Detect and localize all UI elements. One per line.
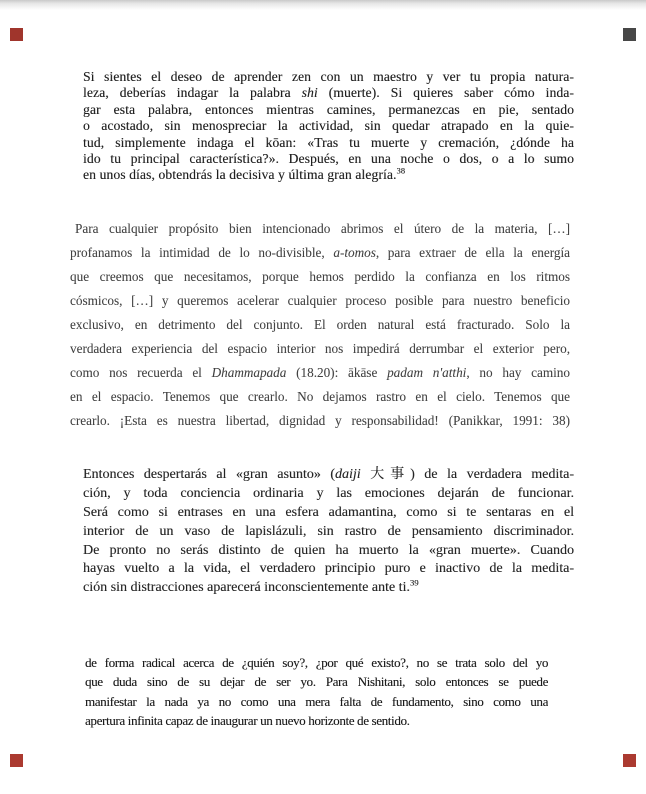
text-line: interior de un vaso de lapislázuli, sin rastro de pensamiento discriminador.	[83, 523, 574, 539]
text-line: manifestar la nada ya no como una mera falta de fundamento, sino como una	[85, 693, 548, 709]
paragraph-panikkar-quote	[70, 217, 570, 433]
paragraph-zen-quote	[83, 69, 574, 184]
text-line: o acostado, sin menospreciar la actividad, sin quedar atrapado en la quie-	[83, 118, 574, 134]
text-line: que duda sino de su dejar de ser yo. Para Nishitani, solo entonces se puede	[85, 674, 548, 690]
text-line: profanamos la intimidad de lo no-divisible, a-tomos, para extraer de ella la energía	[70, 245, 570, 260]
text-line: Entonces despertarás al «gran asunto» (daiji 大事) de la verdadera medita-	[83, 467, 574, 482]
text-line: hayas vuelto a la vida, el verdadero principio puro e inactivo de la medita-	[83, 561, 574, 577]
text-line: crearlo. ¡Esta es nuestra libertad, dignidad y responsabilidad! (Panikkar, 1991: 38)	[70, 413, 570, 428]
text-line: gar esta palabra, entonces mientras camines, permanezcas en pie, sentado	[83, 101, 574, 117]
text-line: como nos recuerda el Dhammapada (18.20): ākāse padam n'atthi, no hay camino	[70, 365, 570, 380]
footnote-reference: 39	[409, 579, 419, 588]
text-line: de forma radical acerca de ¿quién soy?, ¿por qué existo?, no se trata solo del yo	[85, 655, 548, 670]
text-line: tud, simplemente indaga el kōan: «Tras tu muerte y cremación, ¿dónde ha	[83, 134, 574, 150]
text-line: ción sin distracciones aparecerá inconscientemente ante ti.$^{39}$	[83, 579, 419, 596]
text-line: cósmicos, […] y queremos acelerar cualquier proceso posible para nuestro beneficio	[70, 293, 570, 308]
text-line: en el espacio. Tenemos que crearlo. No dejamos rastro en el cielo. Tenemos que	[70, 389, 570, 404]
text-line: Si sientes el deseo de aprender zen con un maestro y ver tu propia natura-	[83, 69, 574, 84]
text-line: en unos días, obtendrás la decisiva y última gran alegría.$^{38}$	[83, 167, 406, 183]
corner-marker-top-left	[10, 28, 23, 41]
text-line: exclusivo, en detrimento del conjunto. El orden natural está fracturado. Solo la	[70, 317, 570, 332]
corner-marker-top-right	[623, 28, 636, 41]
corner-marker-bottom-right	[623, 754, 636, 767]
text-line: De pronto no serás distinto de quien ha muerto la «gran muerte». Cuando	[83, 542, 574, 558]
text-line: Para cualquier propósito bien intencionado abrimos el útero de la materia, […]	[75, 221, 570, 236]
paragraph-nishitani	[85, 653, 548, 730]
footnote-reference: 38	[396, 167, 406, 176]
text-line: Será como si entrases en una esfera adamantina, como si te sentaras en el	[83, 504, 574, 520]
paragraph-daiji-meditation	[83, 466, 574, 598]
text-line: ción, y toda conciencia ordinaria y las emociones dejarán de funcionar.	[83, 485, 574, 501]
text-line: leza, deberías indagar la palabra shi (muerte). Si quieres saber cómo inda-	[83, 85, 574, 101]
text-line: que creemos que necesitamos, porque hemos perdido la confianza en los ritmos	[70, 269, 570, 284]
text-line: ido tu principal característica?». Después, en una noche o dos, o a lo sumo	[83, 150, 574, 166]
text-line: apertura infinita capaz de inaugurar un nuevo horizonte de sentido.	[85, 712, 410, 728]
corner-marker-bottom-left	[10, 754, 23, 767]
text-line: verdadera experiencia del espacio interior nos impedirá derrumbar el exterior pero,	[70, 341, 570, 356]
page-top-edge-shadow	[0, 0, 646, 10]
